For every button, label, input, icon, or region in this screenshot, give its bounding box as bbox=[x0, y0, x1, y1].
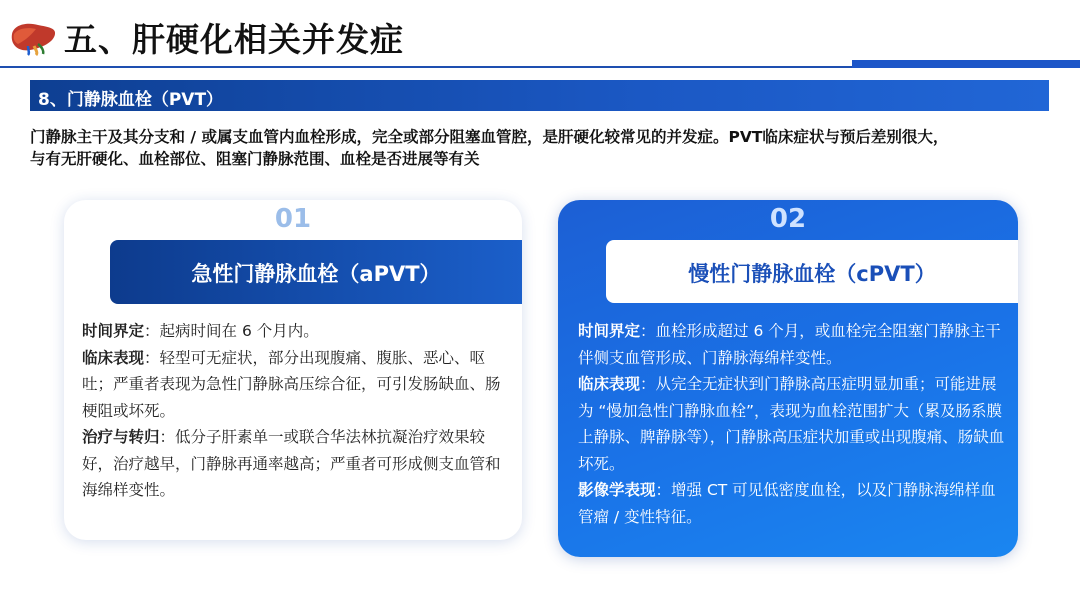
item-text: 血栓形成超过 6 个月，或血栓完全阻塞门静脉主干伴侧支血管形成、门静脉海绵样变性。 bbox=[578, 322, 1001, 367]
item-text: 轻型可无症状，部分出现腹痛、腹胀、恶心、呕吐；严重者表现为急性门静脉高压综合征，可引发肠缺血、肠梗阻或坏死。 bbox=[82, 348, 501, 420]
item-text: 从完全无症状到门静脉高压症明显加重；可能进展为 “慢加急性门静脉血栓”，表现为血栓范围扩大（累及肠系膜上静脉、脾静脉等），门静脉高压症状加重或出现腹痛、肠缺血坏死。 bbox=[578, 375, 1005, 473]
card-item bbox=[82, 318, 510, 345]
item-text: 起病时间在 6 个月内。 bbox=[159, 322, 319, 340]
page-title: 五、肝硬化相关并发症 bbox=[64, 20, 404, 59]
header bbox=[0, 0, 1080, 80]
card-number: 01 bbox=[274, 204, 312, 234]
card-acute-pvt bbox=[64, 200, 522, 540]
card-number: 02 bbox=[769, 204, 807, 234]
section-bar bbox=[30, 80, 1049, 111]
item-label: 临床表现 bbox=[82, 348, 145, 367]
card-title: 急性门静脉血栓（aPVT） bbox=[191, 262, 441, 286]
card-item bbox=[578, 477, 1006, 530]
item-label: 治疗与转归 bbox=[82, 428, 160, 446]
item-separator: ： bbox=[159, 428, 176, 446]
card-banner bbox=[110, 240, 522, 304]
item-text: 增强 CT 可见低密度血栓，以及门静脉海绵样血管瘤 / 变性特征。 bbox=[578, 481, 996, 526]
liver-icon bbox=[8, 20, 58, 56]
item-text: 低分子肝素单一或联合华法林抗凝治疗效果较好，治疗越早，门静脉再通率越高；严重者可形成侧支血管和海绵样变性。 bbox=[82, 428, 501, 499]
item-label: 时间界定 bbox=[82, 322, 145, 340]
intro-paragraph: 门静脉主干及其分支和 / 或属支血管内血栓形成，完全或部分阻塞血管腔，是肝硬化较常见的并发症。PVT临床症状与预后差别很大，与有无肝硬化、血栓部位、阻塞门静脉范围、血栓是否进展等有关 bbox=[30, 128, 949, 168]
title-rule bbox=[0, 64, 1080, 68]
item-separator: ： bbox=[144, 348, 160, 367]
card-title: 慢性门静脉血栓（cPVT） bbox=[688, 262, 936, 286]
item-separator: ： bbox=[640, 322, 656, 340]
item-label: 时间界定 bbox=[578, 322, 641, 340]
card-banner bbox=[606, 240, 1018, 303]
card-item bbox=[82, 345, 510, 425]
item-label: 临床表现 bbox=[578, 375, 641, 393]
card-chronic-pvt bbox=[558, 200, 1018, 557]
card-item bbox=[82, 424, 510, 504]
item-separator: ： bbox=[144, 322, 160, 340]
item-separator: ： bbox=[655, 481, 672, 499]
item-label: 影像学表现 bbox=[578, 481, 656, 499]
card-item bbox=[578, 371, 1006, 477]
card-body bbox=[82, 318, 510, 504]
card-body bbox=[578, 318, 1006, 530]
section-title: 8、门静脉血栓（PVT） bbox=[38, 90, 224, 110]
item-separator: ： bbox=[640, 375, 656, 393]
card-item bbox=[578, 318, 1006, 371]
